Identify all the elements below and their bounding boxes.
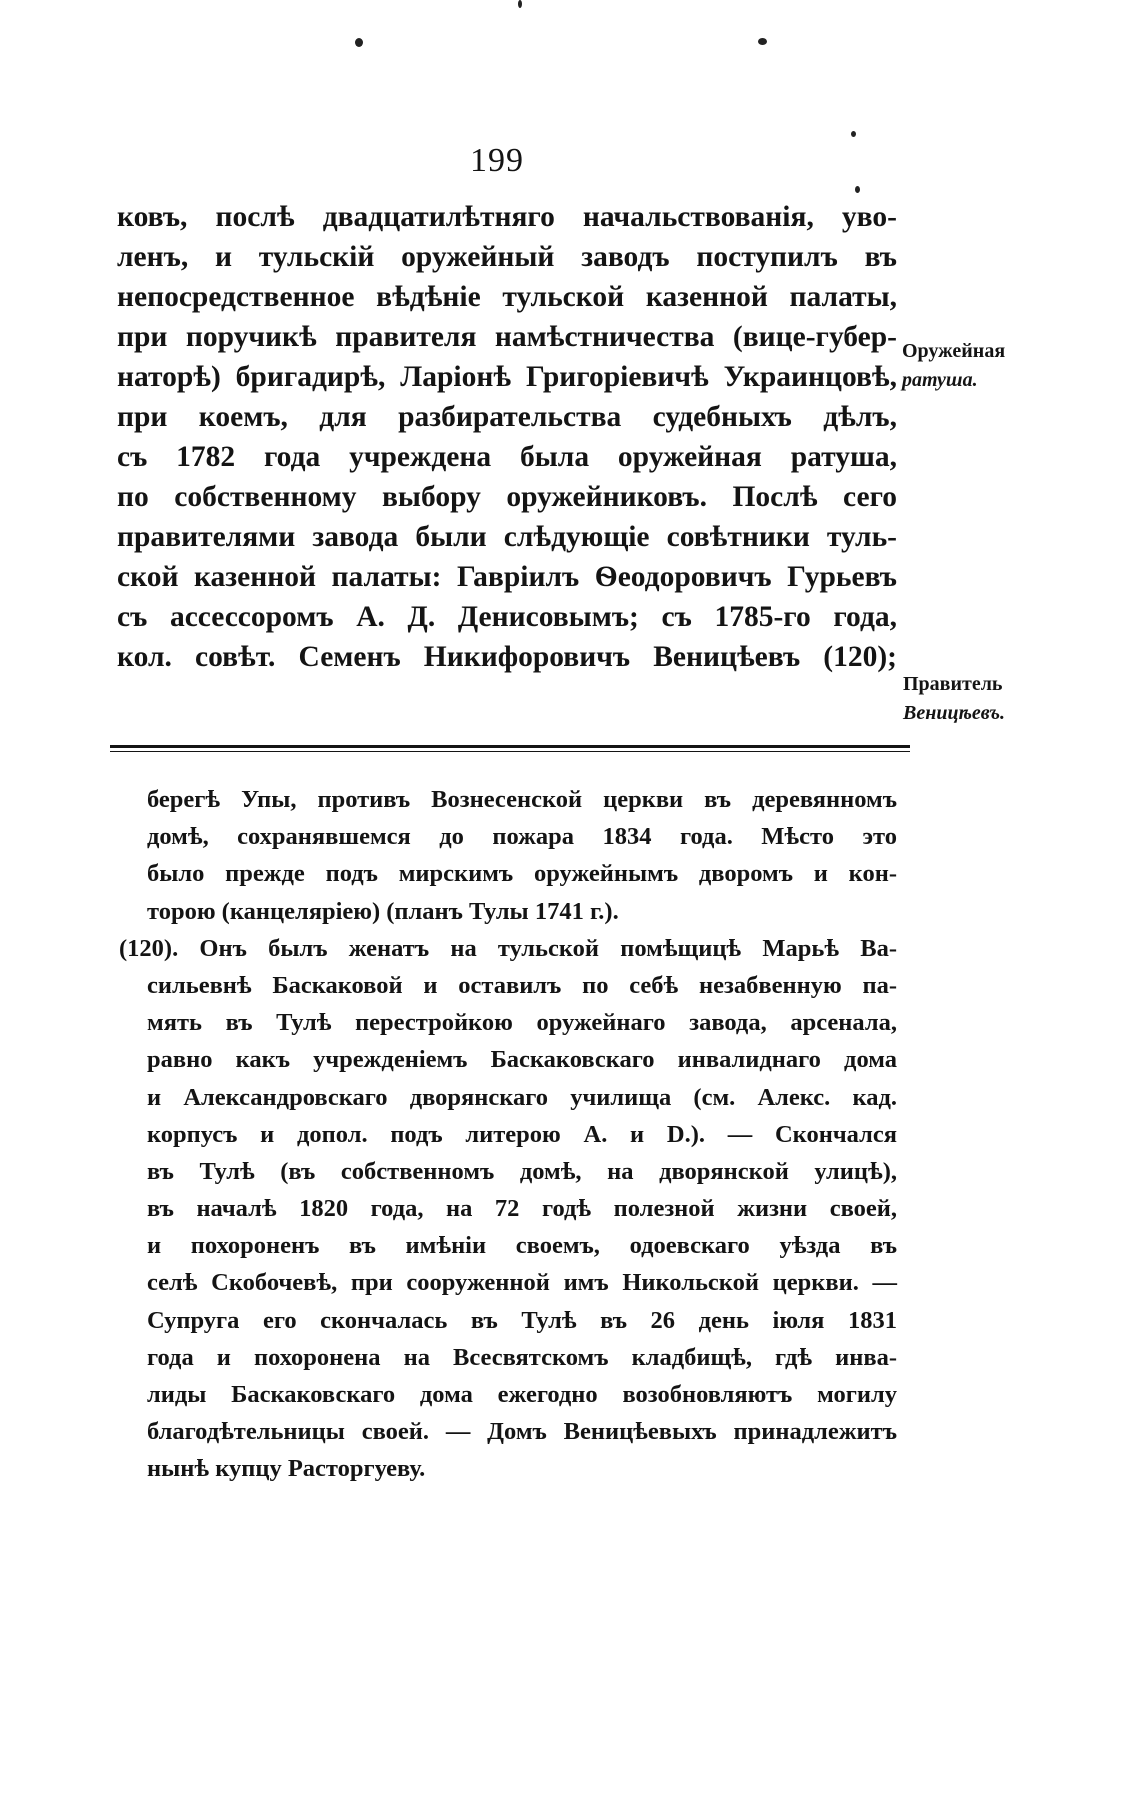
footnote-line: домѣ, сохранявшемся до пожара 1834 года. Мѣсто это [147,823,897,851]
text-line: кол. совѣт. Семенъ Никифоровичъ Веницѣевъ (120); [117,641,897,673]
footnotes [119,781,897,1488]
text-line: правителями завода были слѣдующіе совѣтники туль- [117,521,897,553]
main-text [117,197,897,677]
text-line: съ 1782 года учреждена была оружейная ратуша, [117,441,897,473]
footnote-line: года и похоронена на Всесвятскомъ кладбищѣ, гдѣ инва- [147,1343,897,1371]
footnote-line: въ началѣ 1820 года, на 72 годѣ полезной жизни своей, [147,1195,897,1223]
text-line: ковъ, послѣ двадцатилѣтняго начальствованія, уво- [117,201,897,233]
footnote-line: благодѣтельницы своей. — Домъ Веницѣевыхъ принадлежитъ [147,1418,897,1446]
footnote-line: лиды Баскаковскаго дома ежегодно возобновляютъ могилу [147,1381,897,1408]
footnote-line: берегѣ Упы, противъ Вознесенской церкви въ деревянномъ [147,786,897,813]
text-line: съ ассессоромъ А. Д. Денисовымъ; съ 1785-го года, [117,601,897,633]
text-line: непосредственное вѣдѣніе тульской казенной палаты, [117,281,897,313]
footnote-separator [110,745,910,748]
footnote-line: торою (канцеляріею) (планъ Тулы 1741 г.). [147,897,619,925]
margin-note-subheading: Веницѣевъ. [903,702,1005,724]
text-line: ленъ, и тульскій оружейный заводъ поступилъ въ [117,241,897,273]
margin-note-ratusha [902,337,1102,395]
footnote-line: равно какъ учрежденіемъ Баскаковскаго инвалиднаго дома [147,1046,897,1074]
footnote-line: въ Тулѣ (въ собственномъ домѣ, на дворянской улицѣ), [147,1157,897,1185]
margin-note-subheading: ратуша. [902,369,978,391]
footnote-line: мять въ Тулѣ перестройкою оружейнаго завода, арсенала, [147,1009,897,1037]
print-speck [855,186,860,193]
footnote-line: сильевнѣ Баскаковой и оставилъ по себѣ незабвенную па- [147,971,897,999]
footnote-line: селѣ Скобочевѣ, при сооруженной имъ Никольской церкви. — [147,1269,897,1297]
print-speck [851,131,856,137]
margin-note-heading: Правитель [903,673,1003,695]
margin-note-heading: Оружейная [902,340,1006,362]
footnote-line: и похороненъ въ имѣніи своемъ, одоевскаго уѣзда въ [147,1232,897,1260]
footnote-separator-thin [110,751,910,752]
text-line: ской казенной палаты: Гавріилъ Ѳеодоровичъ Гурьевъ [117,561,897,593]
page-number: 199 [470,142,524,179]
text-line: наторѣ) бригадирѣ, Ларіонѣ Григоріевичѣ Украинцовѣ, [117,361,897,393]
print-speck [355,38,363,47]
footnote-line: и Александровскаго дворянскаго училища (см. Алекс. кад. [147,1083,897,1111]
footnote-line: (120). Онъ былъ женатъ на тульской помѣщицѣ Марьѣ Ва- [119,934,897,962]
footnote-line: Супруга его скончалась въ Тулѣ въ 26 день іюля 1831 [147,1306,897,1334]
text-line: по собственному выбору оружейниковъ. Послѣ сего [117,481,897,513]
margin-note-venitsyev [903,670,1103,728]
text-line: при коемъ, для разбирательства судебныхъ дѣлъ, [117,401,897,433]
print-speck [758,38,767,45]
footnote-line: нынѣ купцу Расторгуеву. [147,1455,426,1483]
print-speck [518,0,522,8]
text-line: при поручикѣ правителя намѣстничества (вице-губер- [117,321,897,353]
footnote-line: корпусъ и допол. подъ литерою А. и D.). — Скончался [147,1120,897,1148]
footnote-line: было прежде подъ мирскимъ оружейнымъ дворомъ и кон- [147,860,897,888]
